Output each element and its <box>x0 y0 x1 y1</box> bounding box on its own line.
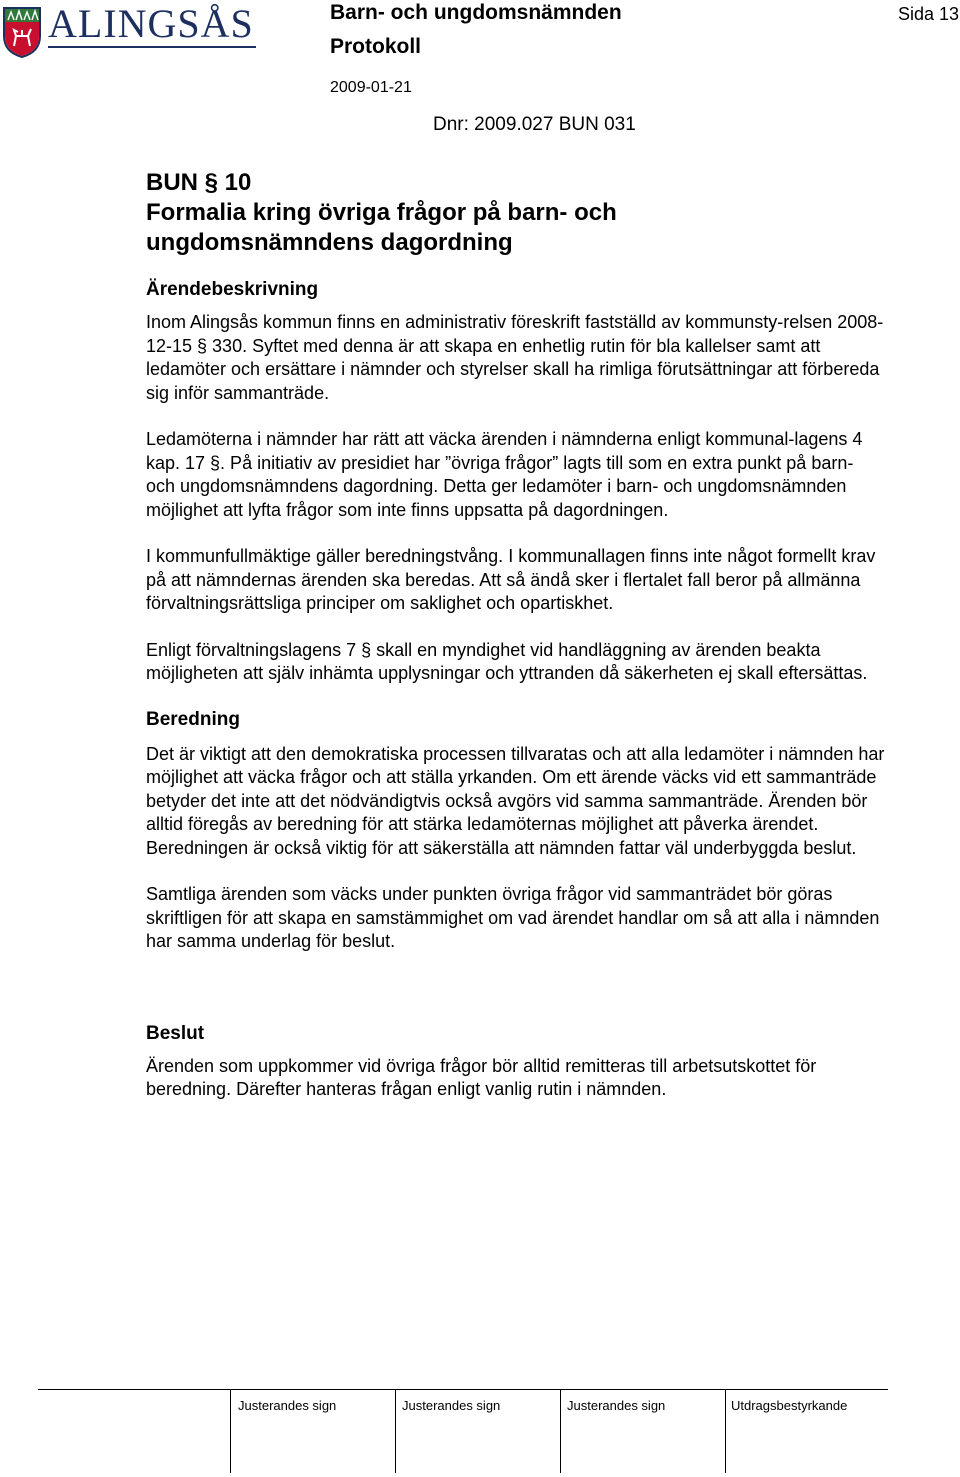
paragraph: I kommunfullmäktige gäller beredningstvång. I kommunallagen finns inte något formellt krav på att nämndernas ärenden ska beredas. Att så ändå sker i flertalet fall beror på allmänna förvaltningsrättsliga principer om saklighet och opartiskhet. <box>146 546 876 613</box>
municipality-logo <box>2 1 258 60</box>
item-title-line-1: Formalia kring övriga frågor på barn- och <box>146 199 617 226</box>
signature-box-label: Justerandes sign <box>402 1398 501 1413</box>
section-heading-beslut: Beslut <box>146 1022 205 1044</box>
signature-divider <box>560 1389 561 1473</box>
paragraph: Ledamöterna i nämnder har rätt att väcka ärenden i nämnderna enligt kommunal-lagens 4 kap. 17 §. På initiativ av presidiet har ”övriga frågor” lagts till som en extra punkt på barn- och ungdomsnämndens dagordning. Detta ger ledamöter i barn- och ungdomsnämnden möjlighet att lyfta frågor som inte finns uppsatta på dagordningen. <box>146 429 863 520</box>
signature-divider <box>230 1389 231 1473</box>
meeting-date: 2009-01-21 <box>330 79 412 96</box>
item-title-line-2: ungdomsnämndens dagordning <box>146 229 513 256</box>
extract-certification-label: Utdragsbestyrkande <box>731 1398 848 1413</box>
signature-divider <box>395 1389 396 1473</box>
document-body <box>146 168 886 1102</box>
item-number: BUN § 10 <box>146 169 252 196</box>
paragraph: Inom Alingsås kommun finns en administrativ föreskrift fastställd av kommunsty-relsen 2008-12-15 § 330. Syftet med denna är att skapa en enhetlig rutin för bla kallelser samt att ledamöter och ersättare i nämnder och styrelser skall ha rimliga förutsättningar att förbereda sig inför sammanträde. <box>146 312 884 403</box>
paragraph: Ärenden som uppkommer vid övriga frågor bör alltid remitteras till arbetsutskottet för beredning. Därefter hanteras frågan enligt vanlig rutin i nämnden. <box>146 1055 817 1099</box>
page-number: Sida 13 <box>898 4 960 24</box>
paragraph: Enligt förvaltningslagens 7 § skall en myndighet vid handläggning av ärenden beakta möjligheten att själv inhämta upplysningar och yttranden då säkerheten ej skall eftersättas. <box>146 639 868 683</box>
signature-box-label: Justerandes sign <box>567 1398 666 1413</box>
signature-rule <box>38 1389 888 1390</box>
section-heading-arendebeskrivning: Ärendebeskrivning <box>146 279 319 300</box>
logo-underline <box>48 46 256 48</box>
signature-divider <box>725 1389 726 1473</box>
document-type: Protokoll <box>330 35 422 58</box>
section-heading-beredning: Beredning <box>146 708 240 730</box>
paragraph: Samtliga ärenden som väcks under punkten övriga frågor vid sammanträdet bör göras skriftligen för att skapa en samstämmighet om vad ärendet handlar om så att alla i nämnden har samma underlag för beslut. <box>146 884 880 951</box>
diary-number: Dnr: 2009.027 BUN 031 <box>433 114 636 135</box>
signature-box-label: Justerandes sign <box>238 1398 337 1413</box>
coat-of-arms-icon <box>2 6 42 58</box>
logo-wordmark: ALINGSÅS <box>48 1 254 46</box>
paragraph: Det är viktigt att den demokratiska processen tillvaratas och att alla ledamöter i nämnden har möjlighet att väcka frågor och att ställa yrkanden. Om ett ärende väcks vid ett sammanträde betyder det inte att det nödvändigtvis också avgörs vid samma sammanträde. Ärenden bör alltid föregås av beredning för att stärka ledamöternas möjlighet att påverka ärendet. Beredningen är också viktig för att säkerställa att nämnden fattar väl underbyggda beslut. <box>146 743 885 858</box>
committee-name: Barn- och ungdomsnämnden <box>330 1 622 24</box>
